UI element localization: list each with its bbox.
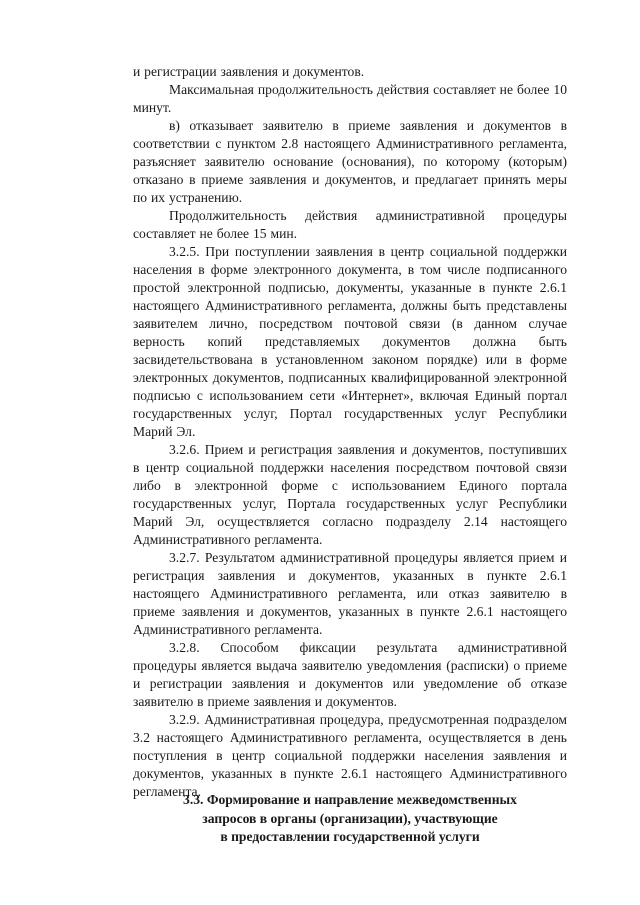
paragraph-continuation: и регистрации заявления и документов. bbox=[133, 64, 365, 79]
paragraph-3-2-7: 3.2.7. Результатом административной процедуры является прием и регистрация заявления и документов, указанных в пункте 2.6.1 настоящего Административного регламента, или отказ заявителю в приеме заявления и документов, указанных в пункте 2.6.1 настоящего Административного регламента. bbox=[133, 550, 567, 637]
paragraph-max-duration: Максимальная продолжительность действия составляет не более 10 минут. bbox=[133, 82, 567, 115]
heading-line: запросов в органы (организации), участвующие bbox=[202, 810, 498, 826]
heading-line: 3.3. Формирование и направление межведомственных bbox=[183, 792, 517, 807]
paragraph-procedure-duration: Продолжительность действия административной процедуры составляет не более 15 мин. bbox=[133, 208, 567, 241]
heading-line: в предоставлении государственной услуги bbox=[220, 829, 480, 844]
paragraph-3-2-5: 3.2.5. При поступлении заявления в центр социальной поддержки населения в форме электронного документа, в том числе подписанного простой электронной подписью, документы, указанные в пункте 2.6.1 настоящего Административного регламента, должны быть представлены заявителем лично, посредством почтовой связи (в данном случае верность копий представляемых документов должна быть засвидетельствована в установленном законом порядке) или в форме электронных документов, подписанных квалифицированной электронной подписью с использованием сети «Интернет», включая Единый портал государственных услуг, Портал государственных услуг Республики Марий Эл. bbox=[133, 244, 567, 439]
paragraph-3-2-8: 3.2.8. Способом фиксации результата административной процедуры является выдача заявителю уведомления (расписки) о приеме и регистрации заявления и документов или уведомление об отказе заявителю в приеме заявления и документов. bbox=[133, 640, 567, 709]
document-body bbox=[133, 63, 567, 801]
paragraph-3-2-9: 3.2.9. Административная процедура, предусмотренная подразделом 3.2 настоящего Административного регламента, осуществляется в день поступления в центр социальной поддержки населения заявления и документов, указанных в пункте 2.6.1 настоящего Административного регламента. bbox=[133, 712, 567, 799]
section-heading-3-3 bbox=[110, 791, 590, 847]
paragraph-refusal: в) отказывает заявителю в приеме заявления и документов в соответствии с пунктом 2.8 настоящего Административного регламента, разъясняет заявителю основание (основания), по которому (которым) отказано в приеме заявления и документов, и предлагает принять меры по их устранению. bbox=[133, 118, 567, 205]
paragraph-3-2-6: 3.2.6. Прием и регистрация заявления и документов, поступивших в центр социальной поддержки населения посредством почтовой связи либо в электронной форме с использованием Единого портала государственных услуг, Портала государственных услуг Республики Марий Эл, осуществляется согласно подразделу 2.14 настоящего Административного регламента. bbox=[133, 442, 567, 547]
